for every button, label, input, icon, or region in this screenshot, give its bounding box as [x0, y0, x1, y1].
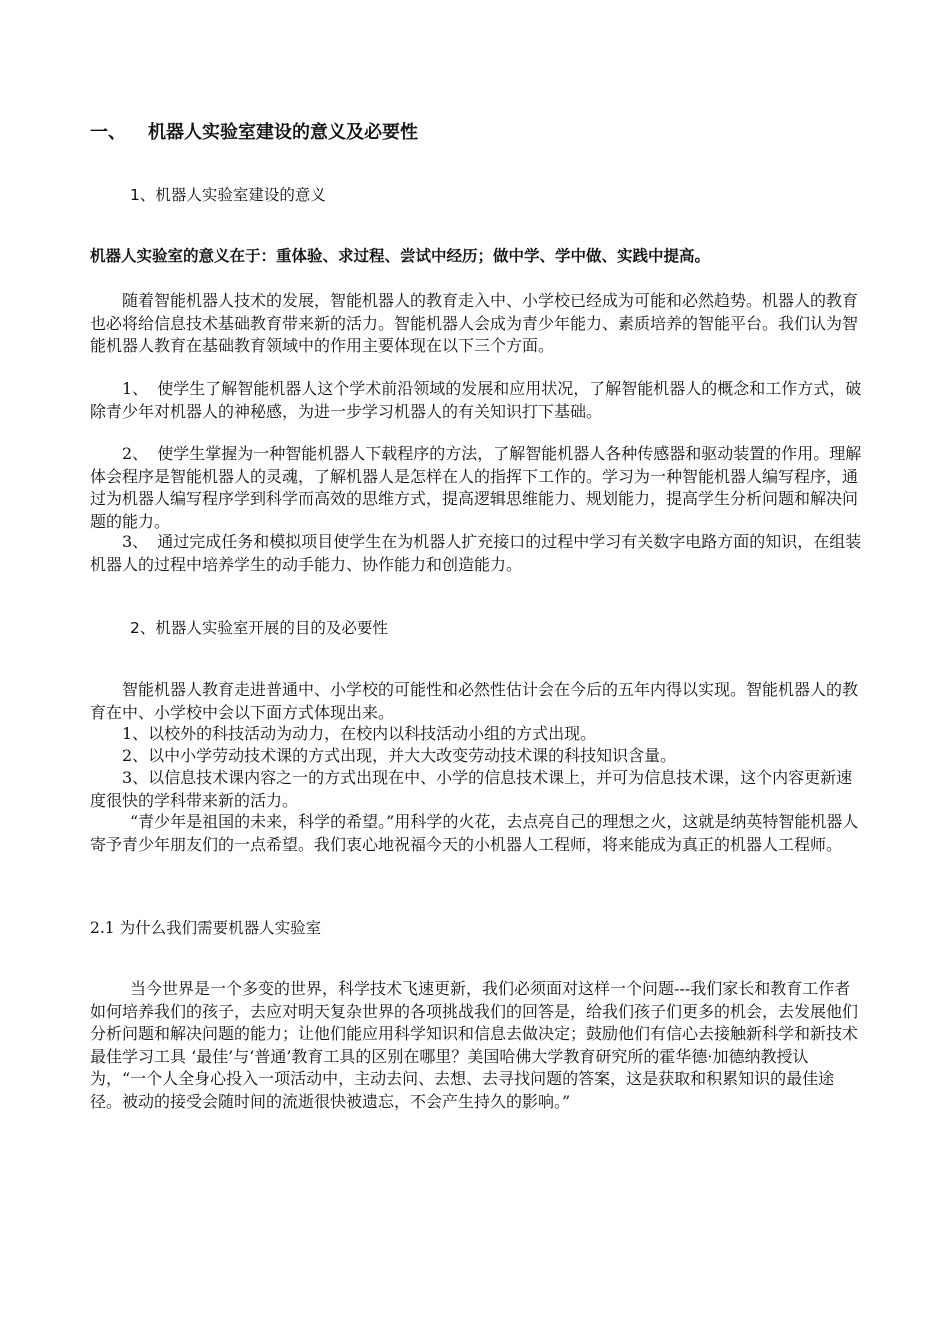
list-item-number: 2、	[122, 444, 149, 463]
section-heading-1	[90, 120, 865, 146]
paragraph-intro: 随着智能机器人技术的发展，智能机器人的教育走入中、小学校已经成为可能和必然趋势。机器人的教育也必将给信息技术基础教育带来新的活力。智能机器人会成为青少年能力、素质培养的智能平台。我们认为智能机器人教育在基础教育领域中的作用主要体现在以下三个方面。	[90, 291, 859, 355]
list-item: 1、以校外的科技活动为动力，在校内以科技活动小组的方式出现。	[122, 724, 597, 743]
list-item-1	[90, 378, 865, 423]
heading-title: 机器人实验室建设的意义及必要性	[148, 122, 418, 143]
list-item-text: 使学生了解智能机器人这个学术前沿领域的发展和应用状况，了解智能机器人的概念和工作方式，破除青少年对机器人的神秘感，为进一步学习机器人的有关知识打下基础。	[90, 379, 862, 421]
paragraph-why-lab: 当今世界是一个多变的世界，科学技术飞速更新，我们必须面对这样一个问题---我们家长和教育工作者如何培养我们的孩子，去应对明天复杂世界的各项挑战我们的回答是，给我们孩子们更多的机会，去发展他们分析问题和解决问题的能力；让他们能应用科学知识和信息去做决定；鼓励他们有信心去接触新科学和新技术最佳学习工具 ‘最佳’与‘普通’教育工具的区别在哪里？美国哈佛大学教育研究所的霍华德·加德纳教授认为，“一个人全身心投入一项活动中，主动去问、去想、去寻找问题的答案，这是获取和积累知识的最佳途径。被动的接受会随时间的流逝很快被遗忘，不会产生持久的影响。”	[90, 979, 859, 1111]
list-item-number: 3、	[122, 532, 149, 551]
subsection-title-2: 2、机器人实验室开展的目的及必要性	[130, 619, 388, 637]
list-item-text: 使学生掌握为一种智能机器人下载程序的方法，了解智能机器人各种传感器和驱动装置的作用。理解体会程序是智能机器人的灵魂，了解机器人是怎样在人的指挥下工作的。学习为一种智能机器人编写程序，通过为机器人编写程序学到科学而高效的思维方式，提高逻辑思维能力、规划能力，提高学生分析问题和解决问题的能力。	[90, 444, 862, 531]
list-item-3	[90, 531, 865, 576]
bold-summary-line: 机器人实验室的意义在于：重体验、求过程、尝试中经历；做中学、学中做、实践中提高。	[90, 247, 711, 265]
list-item-text: 通过完成任务和模拟项目使学生在为机器人扩充接口的过程中学习有关数字电路方面的知识，在组装机器人的过程中培养学生的动手能力、协作能力和创造能力。	[90, 532, 862, 574]
list-item: 3、以信息技术课内容之一的方式出现在中、小学的信息技术课上，并可为信息技术课，这个内容更新速度很快的学科带来新的活力。	[90, 768, 853, 810]
list-item-2	[90, 443, 865, 533]
list-item: 2、以中小学劳动技术课的方式出现，并大大改变劳动技术课的科技知识含量。	[122, 746, 677, 765]
paragraph-quote: “青少年是祖国的未来，科学的希望。”用科学的火花，去点亮自己的理想之火，这就是纳英特智能机器人寄予青少年朋友们的一点希望。我们衷心地祝福今天的小机器人工程师，将来能成为真正的机器人工程师。	[90, 812, 859, 854]
paragraph-section2-intro: 智能机器人教育走进普通中、小学校的可能性和必然性估计会在今后的五年内得以实现。智能机器人的教育在中、小学校中会以下面方式体现出来。	[90, 680, 859, 722]
heading-number: 一、	[90, 122, 126, 143]
subsection-title-1: 1、机器人实验室建设的意义	[130, 186, 326, 204]
subsection-title-2-1: 2.1 为什么我们需要机器人实验室	[90, 919, 322, 937]
list-item-number: 1、	[122, 379, 149, 398]
